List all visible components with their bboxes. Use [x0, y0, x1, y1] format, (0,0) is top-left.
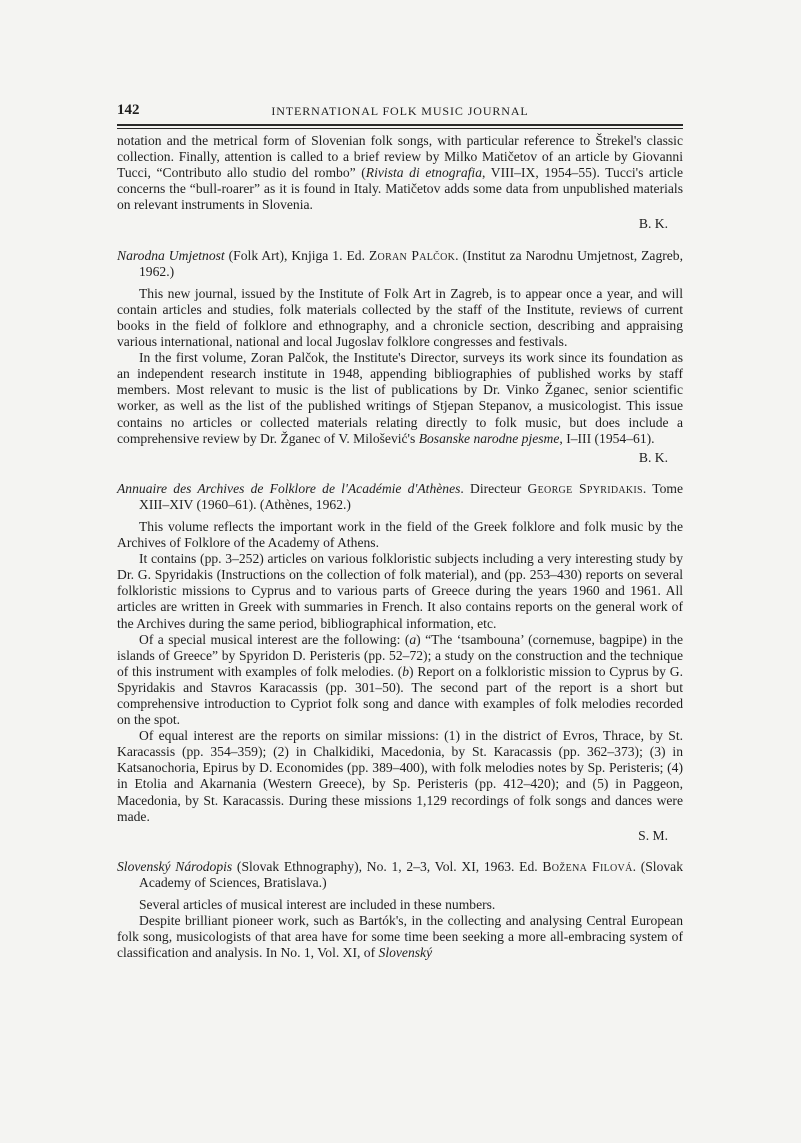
italic-title: Slovenský — [378, 945, 433, 961]
review-paragraph: Several articles of musical interest are included in these numbers. — [139, 897, 496, 913]
header-rule-thick — [117, 124, 683, 126]
review-paragraph: Of a special musical interest are the following: (a) “The ‘tsambouna’ (cornemuse, bagpipe) in the islands of Greece” by Spyridon D. Peristeris (pp. 52–72); a study on the construction and the technique of this instrument with examples of folk melodies. (b) Report on a folkloristic mission to Cyprus by G. Spyridakis and Stavros Karacassis (pp. 301–50). The second part of the report is a short but comprehensive introduction to Cypriot folk song and dance with examples of folk melodies recorded on the spot. — [117, 631, 683, 728]
page-number: 142 — [117, 102, 140, 118]
reviewer-initials: S. M. — [638, 827, 668, 843]
review-continued — [117, 133, 683, 233]
italic-title: Bosanske narodne pjesme — [418, 430, 560, 446]
publication-title: Annuaire des Archives de Folklore de l'Académie d'Athènes — [117, 480, 461, 496]
review-paragraph: Of equal interest are the reports on similar missions: (1) in the district of Evros, Thrace, by St. Karacassis (pp. 354–359); (2) in Chalkidiki, Macedonia, by St. Karacassis (pp. 362–373); (3) in Katsanochoria, Epirus by D. Economides (pp. 389–400), with folk melodies notes by Sp. Peristeris; (4) in Etolia and Akarnania (Western Greece), by Sp. Peristeris (pp. 412–420); and (5) in Paggeon, Macedonia, by St. Karacassis. During these missions 1,129 recordings of folk songs and dances were made. — [117, 728, 683, 824]
review-paragraph: It contains (pp. 3–252) articles on various folkloristic subjects including a very interesting study by Dr. G. Spyridakis (Instructions on the collection of folk material), and (pp. 253–430) reports on several folkloristic missions to Cyprus and to various parts of Greece during the years 1960 and 1961. All articles are written in Greek with summaries in French. It also contains reports on the general work of the Archives during the same period, bibliographical information, etc. — [117, 551, 683, 631]
review-annuaire-athenes — [117, 481, 683, 844]
review-heading: Narodna Umjetnost (Folk Art), Knjiga 1. Ed. Zoran Palčok. (Institut za Narodnu Umjetnost, Zagreb, 1962.) — [117, 247, 683, 279]
review-paragraph: notation and the metrical form of Slovenian folk songs, with particular reference to Štrekel's classic collection. Finally, attention is called to a brief review by Milko Matičetov of an article by Giovanni Tucci, “Contributo allo studio del rombo” (Rivista di etnografia, VIII–IX, 1954–55). Tucci's article concerns the “bull-roarer” as it is found in Italy. Matičetov adds some data from unpublished materials on relevant instruments in Slovenia. — [117, 133, 684, 213]
italic-title: Rivista di etnografia — [365, 165, 483, 181]
review-paragraph: In the first volume, Zoran Palčok, the Institute's Director, surveys its work since its foundation as an independent research institute in 1948, appending bibliographies of published works by staff members. Most relevant to music is the list of publications by Dr. Vinko Žganec, senior scientific worker, as well as the list of the published writings of Stjepan Stepanov, a musicologist. This issue contains no articles or collected materials relating directly to folk music, but does include a comprehensive review by Dr. Žganec of V. Milošević's Bosanske narodne pjesme, I–III (1954–61). — [117, 350, 683, 446]
publication-title: Slovenský Národopis — [117, 858, 233, 874]
review-slovensky-narodopis — [117, 859, 683, 962]
review-heading: Slovenský Národopis (Slovak Ethnography), No. 1, 2–3, Vol. XI, 1963. Ed. Božena Filová. (Slovak Academy of Sciences, Bratislava.) — [117, 858, 684, 890]
page-body — [117, 133, 683, 961]
editor-name: Zoran Palčok — [368, 247, 456, 263]
editor-name: George Spyridakis — [527, 480, 643, 496]
publication-title: Narodna Umjetnost — [117, 247, 225, 263]
journal-title: INTERNATIONAL FOLK MUSIC JOURNAL — [271, 104, 529, 118]
review-paragraph: This new journal, issued by the Institute of Folk Art in Zagreb, is to appear once a year, and will contain articles and studies, folk materials collected by the staff of the Institute, reviews of current books in the field of folklore and ethnography, and a chronicle section, describing and appraising various international, national and local Jugoslav folklore congresses and festivals. — [117, 285, 683, 350]
reviewer-initials: B. K. — [638, 216, 668, 232]
running-header — [117, 100, 683, 122]
review-narodna-umjetnost — [117, 248, 683, 466]
review-paragraph: Despite brilliant pioneer work, such as Bartók's, in the collecting and analysing Central European folk song, musicologists of that area have for some time been seeking a more all-embracing system of classification and analysis. In No. 1, Vol. XI, of Slovenský — [117, 913, 683, 961]
review-paragraph: This volume reflects the important work in the field of the Greek folklore and folk music by the Archives of Folklore of the Academy of Athens. — [117, 518, 683, 551]
header-rule-thin — [117, 128, 683, 129]
editor-name: Božena Filová — [542, 858, 633, 874]
review-heading: Annuaire des Archives de Folklore de l'Académie d'Athènes. Directeur George Spyridakis. Tome XIII–XIV (1960–61). (Athènes, 1962.) — [117, 480, 684, 512]
reviewer-initials: B. K. — [638, 449, 668, 465]
